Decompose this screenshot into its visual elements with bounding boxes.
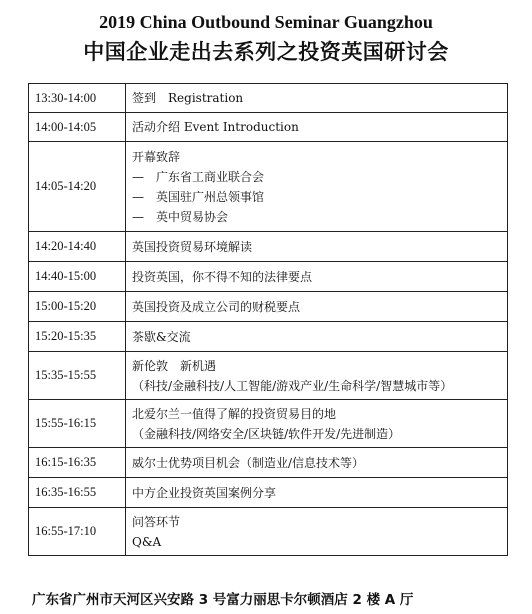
schedule-row bbox=[29, 142, 508, 232]
schedule-time: 15:00-15:20 bbox=[29, 292, 126, 322]
title-english: 2019 China Outbound Seminar Guangzhou bbox=[99, 12, 433, 32]
schedule-row bbox=[29, 478, 508, 508]
schedule-time: 16:15-16:35 bbox=[29, 448, 126, 478]
schedule-line: Q&A bbox=[132, 534, 162, 549]
schedule-description bbox=[126, 113, 508, 142]
schedule-line: 英国投资贸易环境解读 bbox=[132, 239, 253, 254]
schedule-line: 签到 Registration bbox=[132, 91, 244, 105]
schedule-time: 15:20-15:35 bbox=[29, 322, 126, 352]
schedule-line: 投资英国，你不得不知的法律要点 bbox=[132, 269, 313, 284]
schedule-time: 13:30-14:00 bbox=[29, 84, 126, 113]
schedule-line: 活动介绍 Event Introduction bbox=[132, 120, 299, 134]
schedule-line: 茶歇&交流 bbox=[132, 329, 191, 344]
schedule-table bbox=[28, 83, 508, 556]
schedule-row bbox=[29, 322, 508, 352]
schedule-time: 15:55-16:15 bbox=[29, 400, 126, 448]
schedule-row bbox=[29, 448, 508, 478]
schedule-line: 新伦敦 新机遇 bbox=[132, 358, 217, 373]
venue-address: 广东省广州市天河区兴安路 3 号富力丽思卡尔顿酒店 2 楼 A 厅 bbox=[32, 592, 414, 608]
schedule-row bbox=[29, 292, 508, 322]
schedule-row bbox=[29, 113, 508, 142]
schedule-description bbox=[126, 262, 508, 292]
schedule-line: 中方企业投资英国案例分享 bbox=[132, 485, 277, 500]
schedule-description bbox=[126, 322, 508, 352]
schedule-line: 问答环节 bbox=[132, 514, 181, 529]
schedule-row bbox=[29, 262, 508, 292]
schedule-line: 英国投资及成立公司的财税要点 bbox=[132, 299, 301, 314]
schedule-row bbox=[29, 84, 508, 113]
schedule-time: 14:40-15:00 bbox=[29, 262, 126, 292]
schedule-line: — 英中贸易协会 bbox=[132, 209, 229, 224]
schedule-time: 16:35-16:55 bbox=[29, 478, 126, 508]
schedule-time: 16:55-17:10 bbox=[29, 508, 126, 556]
schedule-line: 北爱尔兰一值得了解的投资贸易目的地 bbox=[132, 406, 337, 421]
schedule-time: 14:20-14:40 bbox=[29, 232, 126, 262]
schedule-row bbox=[29, 232, 508, 262]
schedule-line: — 英国驻广州总领事馆 bbox=[132, 189, 265, 204]
schedule-description bbox=[126, 508, 508, 556]
schedule-description bbox=[126, 352, 508, 400]
schedule-row bbox=[29, 400, 508, 448]
schedule-time: 14:05-14:20 bbox=[29, 142, 126, 232]
schedule-row bbox=[29, 352, 508, 400]
schedule-time: 15:35-15:55 bbox=[29, 352, 126, 400]
title-chinese: 中国企业走出去系列之投资英国研讨会 bbox=[83, 39, 449, 64]
schedule-line: （金融科技/网络安全/区块链/软件开发/先进制造） bbox=[132, 426, 401, 441]
schedule-line: 开幕致辞 bbox=[132, 149, 181, 164]
schedule-description bbox=[126, 142, 508, 232]
schedule-description bbox=[126, 448, 508, 478]
schedule-row bbox=[29, 508, 508, 556]
schedule-line: （科技/金融科技/人工智能/游戏产业/生命科学/智慧城市等） bbox=[132, 378, 453, 393]
schedule-line: — 广东省工商业联合会 bbox=[132, 169, 265, 184]
schedule-description bbox=[126, 292, 508, 322]
schedule-line: 威尔士优势项目机会（制造业/信息技术等） bbox=[132, 455, 365, 470]
schedule-description bbox=[126, 400, 508, 448]
schedule-description bbox=[126, 478, 508, 508]
schedule-description bbox=[126, 232, 508, 262]
schedule-description bbox=[126, 84, 508, 113]
schedule-time: 14:00-14:05 bbox=[29, 113, 126, 142]
